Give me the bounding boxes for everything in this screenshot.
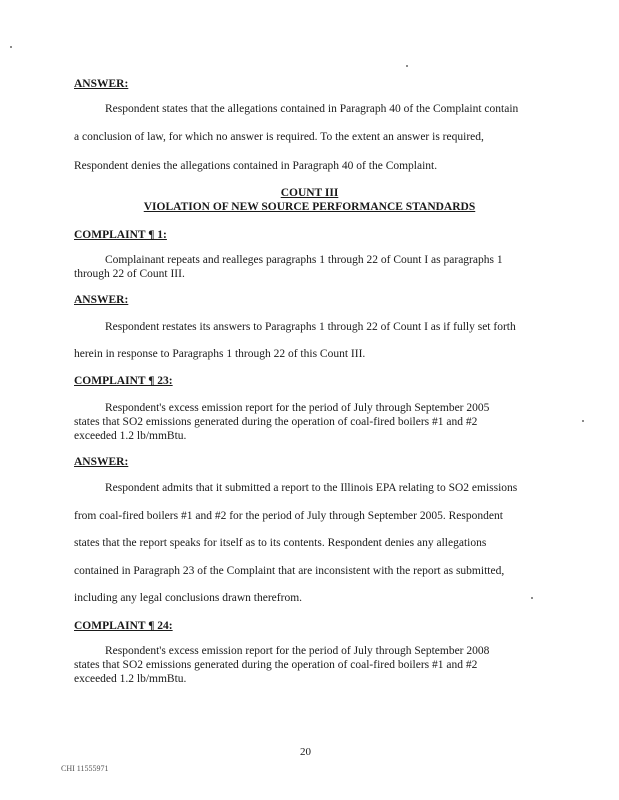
body-line: exceeded 1.2 lb/mmBtu. bbox=[74, 430, 187, 442]
complaint-heading: COMPLAINT ¶ 24: bbox=[74, 620, 173, 632]
footer-doc-id: CHI 11555971 bbox=[61, 764, 109, 773]
body-line: contained in Paragraph 23 of the Complaint that are inconsistent with the report as submitted, bbox=[74, 565, 505, 577]
count-title: COUNT III bbox=[280, 187, 339, 199]
body-line: a conclusion of law, for which no answer is required. To the extent an answer is required, bbox=[74, 131, 484, 143]
answer-heading: ANSWER: bbox=[74, 294, 129, 306]
body-line: Respondent's excess emission report for the period of July through September 2008 bbox=[105, 645, 490, 657]
complaint-heading: COMPLAINT ¶ 23: bbox=[74, 375, 173, 387]
scan-speck bbox=[582, 420, 584, 422]
body-line: through 22 of Count III. bbox=[74, 268, 185, 280]
body-line: states that SO2 emissions generated during the operation of coal-fired boilers #1 and #2 bbox=[74, 659, 478, 671]
body-line: states that SO2 emissions generated during the operation of coal-fired boilers #1 and #2 bbox=[74, 416, 478, 428]
body-line: including any legal conclusions drawn therefrom. bbox=[74, 592, 303, 604]
body-line: exceeded 1.2 lb/mmBtu. bbox=[74, 673, 187, 685]
body-line: Respondent restates its answers to Paragraphs 1 through 22 of Count I as if fully set forth bbox=[105, 321, 516, 333]
complaint-heading: COMPLAINT ¶ 1: bbox=[74, 229, 167, 241]
body-line: herein in response to Paragraphs 1 through 22 of this Count III. bbox=[74, 348, 366, 360]
body-line: Respondent states that the allegations contained in Paragraph 40 of the Complaint contain bbox=[105, 103, 519, 115]
body-line: Complainant repeats and realleges paragraphs 1 through 22 of Count I as paragraphs 1 bbox=[105, 254, 503, 266]
body-line: states that the report speaks for itself as to its contents. Respondent denies any allegations bbox=[74, 537, 487, 549]
body-line: Respondent denies the allegations contained in Paragraph 40 of the Complaint. bbox=[74, 160, 438, 172]
body-line: Respondent's excess emission report for the period of July through September 2005 bbox=[105, 402, 490, 414]
answer-heading: ANSWER: bbox=[74, 78, 129, 90]
body-line: Respondent admits that it submitted a report to the Illinois EPA relating to SO2 emissions bbox=[105, 482, 518, 494]
scan-speck bbox=[10, 46, 12, 48]
answer-heading: ANSWER: bbox=[74, 456, 129, 468]
body-line: from coal-fired boilers #1 and #2 for the period of July through September 2005. Respondent bbox=[74, 510, 503, 522]
page-number: 20 bbox=[300, 746, 311, 758]
scan-speck bbox=[531, 597, 533, 599]
scan-speck bbox=[406, 65, 408, 67]
count-subtitle: VIOLATION OF NEW SOURCE PERFORMANCE STANDARDS bbox=[143, 201, 476, 213]
